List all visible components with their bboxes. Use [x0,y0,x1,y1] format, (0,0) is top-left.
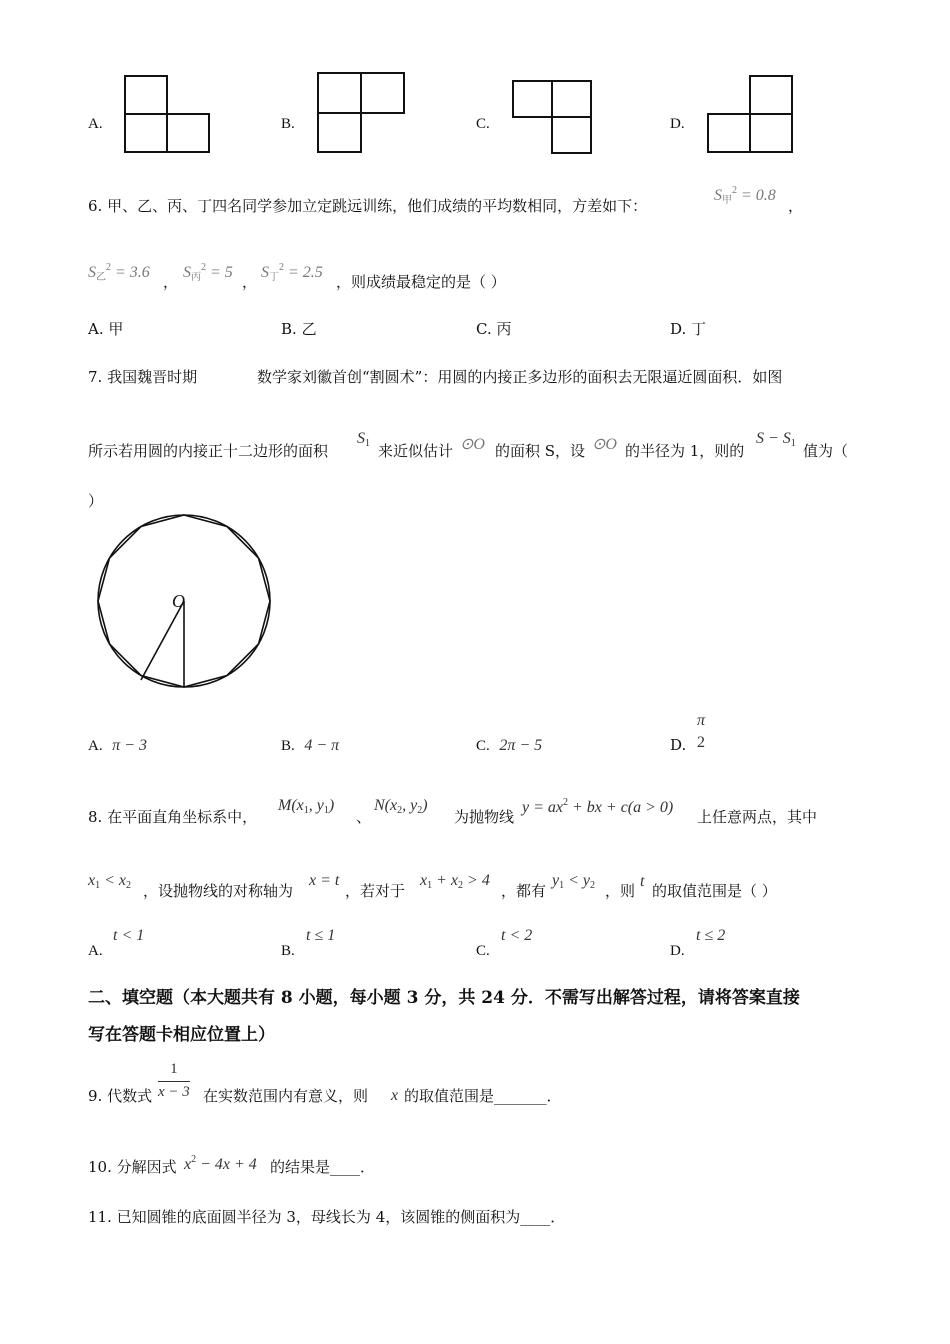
q8-option-c-expr[interactable]: t < 2 [501,927,533,944]
q6-comma: ， [242,273,258,291]
q7-option-d-label[interactable]: D. [670,736,687,754]
q10-expression: $x^2 - 4x + 4$ [184,1154,257,1173]
q7-center-label: O [172,591,185,611]
q6-variance-yi: $S_乙^2 = 3.6$ [88,262,150,283]
q11-text: 11. 已知圆锥的底面圆半径为 3，母线长为 4，该圆锥的侧面积为____． [88,1208,566,1226]
q8-text-line2b: ，若对于 [345,882,406,900]
q5-option-d-label[interactable]: D. [670,116,685,132]
q7-option-c[interactable]: C. 2π − 5 [476,737,543,754]
q8-option-a-label[interactable]: A. [88,943,103,959]
section-2-line2: 写在答题卡相应位置上） [88,1025,275,1045]
q6-variance-ding: $S_丁^2 = 2.5$ [261,262,323,283]
q8-option-c-label[interactable]: C. [476,943,490,959]
q7-option-b[interactable]: B. 4 − π [281,737,340,754]
q7-text-line2d: 的半径为 1，则的 [625,442,745,460]
q6-option-a[interactable]: A. 甲 [88,320,124,338]
q10-suffix: 的结果是____． [270,1158,376,1176]
q7-text-line1a: 7. 我国魏晋时期 [88,368,198,386]
q8-parabola: $y = ax^2$ + bx + c(a > 0) [522,797,674,816]
q6-option-c[interactable]: C. 丙 [476,320,512,338]
q7-difference: $S - S_1$ [756,430,796,449]
q7-text-line3: ） [88,492,104,510]
q5-option-a-figure [124,75,214,155]
q5-option-b-figure [317,72,407,154]
section-2-line1: 二、填空题（本大题共有 8 小题，每小题 3 分，共 24 分．不需写出解答过程，请将答案直接 [88,988,800,1008]
q6-comma: ， [788,197,804,215]
q9-prefix: 9. 代数式 [88,1087,153,1105]
q7-text-line2c: 的面积 S，设 [495,442,586,460]
q9-suffix-b: 的取值范围是_______． [404,1087,562,1105]
q5-option-d-figure [707,75,795,155]
q8-axis: x = t [309,872,340,889]
q7-circle-o-2: ⊙O [592,436,617,453]
q8-option-b-expr[interactable]: t ≤ 1 [306,927,336,944]
q7-dodecagon-figure [95,515,275,695]
q6-variance-bing: $S_丙^2 = 5$ [183,262,233,283]
q8-option-d-label[interactable]: D. [670,943,685,959]
q6-variance-jia: $S_甲^2 = 0.8$ [714,185,776,206]
q7-circle-o: ⊙O [460,436,485,453]
q8-point-m: $M(x_1$, $y_1$) [278,797,335,816]
q5-option-b-label[interactable]: B. [281,116,295,132]
q8-sum: $x_1 + x_2 > 4$ [420,872,490,891]
q10-prefix: 10. 分解因式 [88,1158,177,1176]
q8-text-line2e: 的取值范围是（ ） [652,882,777,900]
q8-text-line2c: ，都有 [501,882,547,900]
q5-option-a-label[interactable]: A. [88,116,103,132]
q7-text-line1b: 数学家刘徽首创“割圆术”：用圆的内接正多边形的面积去无限逼近圆面积．如图 [257,368,783,386]
q5-option-c-label[interactable]: C. [476,116,490,132]
q8-text-line1b: 为抛物线 [454,808,515,826]
q8-text-line1c: 上任意两点，其中 [697,808,818,826]
q7-text-line2a: 所示若用圆的内接正十二边形的面积 [88,442,329,460]
q5-option-c-figure [512,80,594,155]
q7-text-line2e: 值为（ [803,442,849,460]
q8-option-d-expr[interactable]: t ≤ 2 [696,927,726,944]
q6-option-d[interactable]: D. 丁 [670,320,707,338]
q8-t: t [640,873,645,890]
q9-variable: x [391,1087,399,1104]
q7-s1: $S_1$ [357,430,370,449]
q7-option-a[interactable]: A. π − 3 [88,737,147,754]
q6-option-b[interactable]: B. 乙 [281,320,317,338]
q7-text-line2b: 来近似估计 [378,442,454,460]
q8-option-a-expr[interactable]: t < 1 [113,927,145,944]
q8-x1-lt-x2: $x_1 < x_2$ [88,872,132,891]
q8-text-line2d: ，则 [605,882,636,900]
q9-fraction: $\frac{1}{x - 3}$ [158,1061,190,1100]
q8-option-b-label[interactable]: B. [281,943,295,959]
q6-text-line1: 6. 甲、乙、丙、丁四名同学参加立定跳远训练，他们成绩的平均数相同，方差如下： [88,197,648,215]
q8-y1-lt-y2: $y_1 < y_2$ [552,872,596,891]
q6-comma: ， [163,273,179,291]
q8-text-line1a: 8. 在平面直角坐标系中， [88,808,258,826]
q9-suffix-a: 在实数范围内有意义，则 [203,1087,369,1105]
q7-option-d-fraction[interactable]: π 2 [697,712,706,751]
q6-text-tail: ，则成绩最稳定的是（ ） [336,273,506,291]
q8-point-n: $N(x_2$, $y_2$) [374,797,428,816]
q8-separator: 、 [356,808,372,826]
q8-text-line2a: ，设抛物线的对称轴为 [143,882,294,900]
